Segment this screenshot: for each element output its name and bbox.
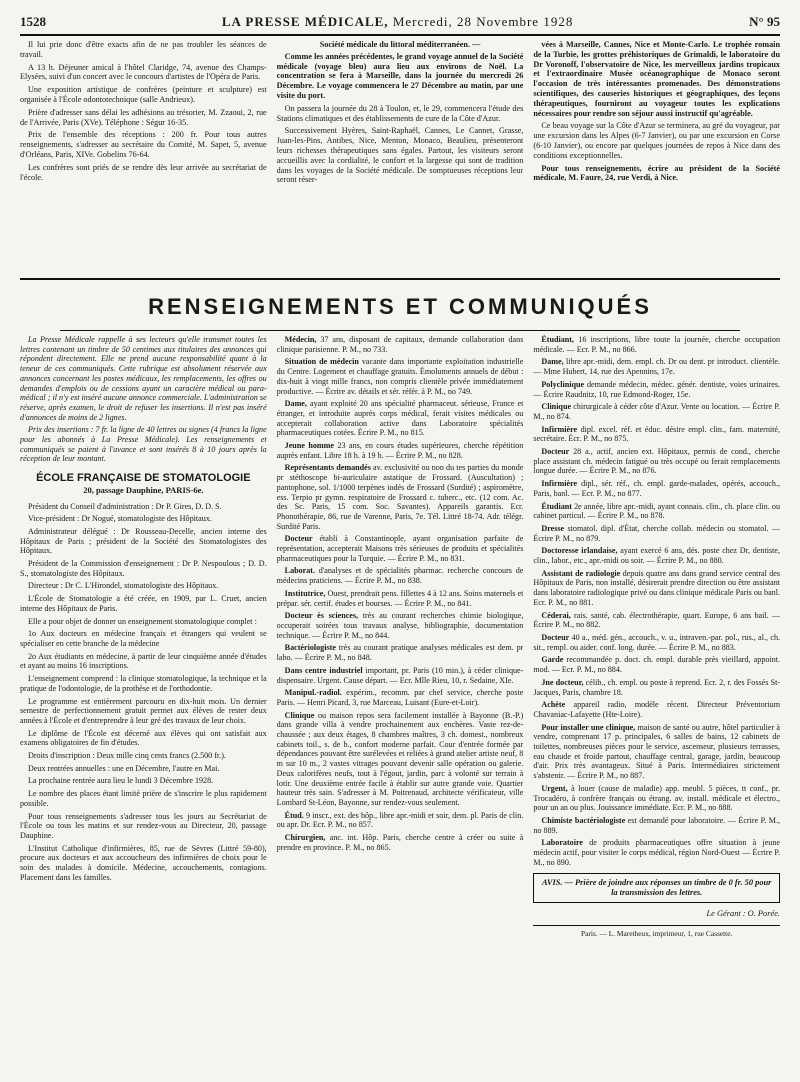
top-section xyxy=(20,36,780,280)
classifieds-section xyxy=(20,335,780,1075)
ad-text: dipl. excel. réf. et éduc. désire empl. clin., fam. maternité, secrétaire. Écr. P. M., no 875. xyxy=(533,424,781,444)
ad-text: très au courant pratique analyses médicales est dem. pr labo. — Écrire P. M., no 848. xyxy=(276,643,524,663)
classified-ad xyxy=(277,441,524,460)
top-column-3 xyxy=(533,40,780,272)
ad-text: stomatol. dipl. d'État, cherche collab. médecin ou stomatol. — Écrire P. M., no 879. xyxy=(533,523,781,543)
school-paragraph: Vice-président : Dr Nogué, stomatologiste des Hôpitaux. xyxy=(28,514,212,524)
classifieds-column-3-ads xyxy=(533,335,780,867)
ad-lead: Étudiant xyxy=(541,501,572,511)
institut-notice: L'Institut Catholique d'infirmières, 85, rue de Sèvres (Littré 59-80), procure aux docteurs et aux accoucheurs des infirmières de choix pour le soin des malades à domicile. Médecine, accouchements, contagions. Placement dans les familles. xyxy=(20,843,267,882)
school-paragraph: 1o Aux docteurs en médecine français et étrangers qui veulent se spécialiser en cette branche de la médecine xyxy=(20,629,267,648)
top-paragraph: Successivement Hyères, Saint-Raphaël, Cannes, Le Cannet, Grasse, Juan-les-Pins, Antibes, Nice, Menton, Monaco, Beaulieu, présenteront leurs richesses thérapeutiques sans égales. Partout, les visiteurs seront accueillis avec la cordialité, le confort et la largesse qui sont de tradition dans les voyages de la Société médicale. De somptueuses réceptions leur seront réser- xyxy=(276,126,524,185)
ad-lead: Étudiant, xyxy=(541,335,574,344)
ad-lead: Clinique xyxy=(541,402,572,412)
ad-text: expérim., recomm. par chef service, cherche poste Paris. — Henri Picard, 3, rue Marceau, Luisant (Eure-et-Loir). xyxy=(276,688,524,707)
ad-text: libre apr.-midi, dem. empl. ch. Dr ou dent. pr introduct. clientèle. — Mme Hubert, 14, rue des Apennins, 17e. xyxy=(533,357,780,377)
issue-date: Mercredi, 28 Novembre 1928 xyxy=(392,14,574,29)
ad-text: ou maison repos sera facilement installée à Bayonne (B.-P.) dans grande villa à vendre prochainement aux enchères. Vaste rez-de-chaussée ; aux deux étages, 8 chambres maîtres, 3 ch. domest., nombreux cabinets toil., s. de b., confort moderne parfait. Cour d'entrée formée par dépendances pouvant être surélevées et reliées à grand atelier artiste neuf, 8 m sur 10 m., 2 vastes vitrages pouvant devenir salle opération ou galerie. Deux calorifères neufs, tout à l'égout, jardin, parc à volonté sur terrain à lotir. Une deuxième entrée facile à établir sur autre grande voie. Quartier hauteur très sain. S'adresser à M. Poitrenaud, architecte vérificateur, ville Lombard St-Léon, Bayonne, sur rendez-vous seulement. xyxy=(276,710,524,807)
classifieds-column-2 xyxy=(277,335,524,1075)
classified-ad xyxy=(277,566,524,585)
section-title: RENSEIGNEMENTS ET COMMUNIQUÉS xyxy=(148,294,652,319)
classified-ad xyxy=(533,816,780,835)
school-paragraph: Le nombre des places étant limité prière de s'inscrire le plus rapidement possible. xyxy=(20,789,267,808)
ad-lead: Laborat. xyxy=(284,566,316,576)
classified-ad xyxy=(533,655,780,674)
ad-text: important, pr. Paris (10 min.), à céder clinique-dispensaire. Urgent. Cause départ. — Ecr. Mlle Rieu, 10, r. Sedaine, XIe. xyxy=(276,665,524,685)
avis-notice: AVIS. — Prière de joindre aux réponses un timbre de 0 fr. 50 pour la transmission des lettres. xyxy=(533,873,780,902)
top-paragraph: A 13 h. Déjeuner amical à l'hôtel Claridge, 74, avenue des Champs-Elysées, suivi d'un concert avec le concours d'artistes de l'Opéra de Paris. xyxy=(20,62,267,82)
ad-lead: Dans centre industriel xyxy=(284,665,363,675)
top-paragraph: Prix de l'ensemble des réceptions : 200 fr. Pour tous autres renseignements, s'adresser au secrétaire du Comité, M. Sapet, 5, avenue d'Orléans, Paris, XIVe. Gobelins 76-64. xyxy=(20,130,267,159)
ad-lead: Représentants demandés xyxy=(284,463,371,473)
ad-text: av. exclusivité ou non du tes parties du monde pr stéthoscope bi-auriculaire astatique de Frossard. (Auscultation) ; pantophone, sol. 1/1000 terpènes iodés de Frossard (Surdité) ; aspiromètre, ess. Terpio pr gymn. respiratoire de Frossard c. tuberc., etc. (12 com. Ac. des Sc. Paris, 15 com. Soc. Savantes). Appareils garantis. Ecr. Phonothérapie, 86, rue de Varenne, Paris, 7e. Tél. Littré 18-74. Adr. télégr. Surdité Paris. xyxy=(276,463,524,531)
ad-text: recommandée p. doct. ch. empl. durable près vieillard, appoint. mod. — Ecr. P. M., no 884. xyxy=(533,655,781,675)
ad-lead: Dresse xyxy=(541,523,565,533)
classified-ad xyxy=(533,678,780,697)
section-divider xyxy=(60,330,740,331)
classified-ad xyxy=(533,784,780,813)
issue-number: N° 95 xyxy=(749,14,780,29)
newspaper-page xyxy=(20,0,780,1075)
top-column-2 xyxy=(277,40,524,272)
top-paragraph: Il lui prie donc d'être exacts afin de ne pas troubler les séances de travail. xyxy=(20,40,267,59)
school-paragraphs xyxy=(20,502,267,841)
ad-lead: Laboratoire xyxy=(541,838,584,848)
top-paragraph: On passera la journée du 28 à Toulon, et, le 29, commencera l'étude des Stations climatiques et des établissements de cure de la Côte d'Azur. xyxy=(276,103,524,123)
classified-ad xyxy=(277,534,524,563)
ad-lead: Docteur xyxy=(541,632,570,642)
top-column-1 xyxy=(20,40,267,272)
classified-ad xyxy=(533,546,780,565)
ad-lead: Jne docteur, xyxy=(541,677,584,687)
classified-ad xyxy=(533,569,780,608)
classified-ad xyxy=(277,611,524,640)
school-paragraph: L'enseignement comprend : la clinique stomatologique, la technique et la pratique de l'odontologie, de la prothèse et de l'orthodontie. xyxy=(20,674,267,693)
classified-ad xyxy=(533,723,780,781)
classified-ad xyxy=(277,833,524,852)
classified-ad xyxy=(277,711,524,808)
journal-title xyxy=(222,14,574,30)
school-paragraph: Pour tous renseignements s'adresser tous les jours au Secrétariat de l'École ou tous les matins et sur rendez-vous au Directeur, 20, passage Dauphine. xyxy=(20,811,267,840)
school-paragraph: Président de la Commission d'enseignement : Dr P. Nespoulous ; D. D. S., stomatologiste des Hôpitaux. xyxy=(20,559,267,578)
gerant-signature: Le Gérant : O. Porée. xyxy=(706,908,781,918)
classifieds-column-1 xyxy=(20,335,267,1075)
printer-line: Paris. — L. Maretheux, imprimeur, 1, rue Cassette. xyxy=(533,925,780,939)
ad-lead: Polyclinique xyxy=(541,379,585,389)
ad-text: 16 inscriptions, libre toute la journée, cherche occupation médicale. — Ecr. P. M., no 866. xyxy=(533,335,781,354)
classified-ad xyxy=(533,335,780,354)
ad-text: 2e année, libre apr.-midi, ayant connais. clin., ch. place clin. ou cabinet particul. — Écrire P. M., no 878. xyxy=(533,501,781,521)
ad-lead: Dame, xyxy=(541,357,564,367)
classified-ad xyxy=(533,402,780,421)
classified-ad xyxy=(277,688,524,707)
school-paragraph: L'École de Stomatologie a été créée, en 1909, par L. Cruet, ancien interne des Hôpitaux de Paris. xyxy=(20,594,267,613)
ad-text: depuis quatre ans dans grand service central des Hôpitaux de Paris, non installé, désirerait prendre direction ou être assistant dans laboratoire radiologique privé ou dans clinique médicale Paris ou banl. Ecr. P. M., no 881. xyxy=(533,568,781,607)
ad-lead: Clinique xyxy=(284,710,315,720)
ad-text: d'analyses et de spécialités pharmac. recherche concours de médecins praticiens. — Écrire P. M., no 838. xyxy=(276,566,524,586)
classified-ad xyxy=(277,666,524,685)
ad-lead: Dame, xyxy=(284,399,307,409)
ad-lead: Doctoresse irlandaise, xyxy=(541,546,618,556)
ad-text: 9 inscr., ext. des hôp., libre apr.-midi et soir, dem. pl. Paris de clin. ou apr. Dr. Ecr. P. M., no 857. xyxy=(276,810,524,830)
classified-ad xyxy=(533,447,780,476)
top-paragraph: Une exposition artistique de confrères (peinture et sculpture) est organisée à l'École odontotechnique (salle Andrieux). xyxy=(20,85,267,104)
ad-lead: Pour installer une clinique, xyxy=(541,722,636,732)
ad-text: vacante dans importante exploitation industrielle du Centre. Logement et chauffage gratuits. Émoluments annuels de début : dix-huit à vingt mille francs, non compris clientèle privée immédiatement productive. — Écrire av. détails et sér. référ. à P. M., no 749. xyxy=(276,357,524,396)
ad-text: ayant exercé 6 ans, dés. poste chez Dr, dentiste, clin., labor., etc., apr.-midi ou soir. — Écrire P. M., no 880. xyxy=(533,546,780,566)
ad-lead: Institutrice, xyxy=(284,588,326,598)
ad-text: célib., ch. empl. ou poste à reprend. Ecr. 2, r. des Fossés St-Jacques, Paris, chambre 18. xyxy=(533,677,781,697)
ad-text: anc. int. Hôp. Paris, cherche centre à créer ou suite à prendre en province. P. M., no 865. xyxy=(276,833,524,852)
ad-text: très au courant recherches chimie biologique, occuperait soirées tous travaux analyse, bibliographie, documentation technique. — Écrire P. M., no 844. xyxy=(276,611,524,640)
top-paragraph: Ce beau voyage sur la Côte d'Azur se terminera, au gré du voyageur, par une excursion dans les Alpes (6-7 Janvier), ou par une excursion en Corse (6-10 Janvier), ou encore par quelques journées de repos à Nice dans des conditions exceptionnelles. xyxy=(533,121,780,160)
classified-ad xyxy=(533,633,780,652)
school-paragraph: Le programme est entièrement parcouru en dix-huit mois. Un dernier semestre de perfectionnement gratuit permet aux élèves de rester deux années à l'École et d'entreprendre à leur gré des travaux de leur choix. xyxy=(20,696,267,725)
school-paragraph: Directeur : Dr C. L'Hirondel, stomatologiste des Hôpitaux. xyxy=(28,581,219,591)
school-paragraph: Droits d'inscription : Deux mille cinq cents francs (2.500 fr.). xyxy=(28,751,226,761)
ad-lead: Jeune homme xyxy=(284,441,334,451)
ad-lead: Garde xyxy=(541,655,564,665)
ad-lead: Infirmière xyxy=(541,424,578,434)
ad-lead: Achète xyxy=(541,700,566,710)
page-header xyxy=(20,14,780,36)
ad-text: 40 a., méd. gén., accouch., v. u., intraven.-par. pol., rus., al., ch. sit., rempl. ou aider. conf. long. durée. — Écrire P. M., no 883. xyxy=(533,632,781,652)
ad-text: dipl., sér. réf., ch. empl. garde-malades, opérés, accouch., Paris, banl. — Ecr. P. M., no 877. xyxy=(533,479,780,498)
classified-ad xyxy=(533,357,780,376)
school-title: ÉCOLE FRANÇAISE DE STOMATOLOGIE xyxy=(36,472,251,485)
classified-ad xyxy=(533,502,780,521)
ad-text: 28 a., actif, ancien ext. Hôpitaux, permis de cond., cherche place assistant ch. médecin fatigué ou très occupé ou ferait remplacements longue durée. — Écrire P. M., no 876. xyxy=(533,447,781,476)
classified-ad xyxy=(533,479,780,498)
ad-lead: Étud. xyxy=(284,810,304,820)
ad-text: à louer (cause de maladie) app. meubl. 5 pièces, tt conf., pr. Trocadéro, à confrère français ou étrang. av. install. médicale et électro., pour un an ou plus. Jouissance immédiate. Ecr. P. M., no 888. xyxy=(533,783,781,813)
intro-paragraph: Prix des insertions : 7 fr. la ligne de 40 lettres ou signes (4 francs la ligne pour les abonnés à La Presse Médicale). Les renseignements et communiqués se paient à l'avance et sont insérés 8 à 10 jours après la réception de leur montant. xyxy=(20,425,267,464)
school-paragraph: 2o Aux étudiants en médecine, à partir de leur cinquième année d'études et ayant au moins 16 inscriptions. xyxy=(20,651,267,671)
top-paragraph: vées à Marseille, Cannes, Nice et Monte-Carlo. Le trophée romain de la Turbie, les grottes préhistoriques de Grimaldi, le laboratoire du Dr Voronoff, l'observatoire de Nice, les merveilleux jardins tropicaux et l'extraordinaire Musée océanographique de Monaco seront l'occasion de très intéressantes promenades. Des démonstrations scientifiques, des causeries historiques et géographiques, des leçons thérapeutiques, fourniront au voyageur toutes les explications nécessaires pour rendre son séjour aussi instructif qu'agréable. xyxy=(533,40,780,118)
ad-text: ayant exploité 20 ans spécialité pharmaceut. sérieuse, France et étranger, et introduite auprès corps médical, ferait visites médicales ou accepterait collaboration active dans Laboratoire spécialités pharmaceutiques cotées. Écrire P. M., no 815. xyxy=(276,399,524,438)
top-paragraph: Comme les années précédentes, le grand voyage annuel de la Société médicale (voyage bleu) aura lieu aux environs de Noël. La concentration se fera à Marseille, dans la journée du mercredi 26 Décembre. Le voyage commencera le 27 Décembre au matin, par une visite du port. xyxy=(276,51,524,100)
top-paragraph: Les confrères sont priés de se rendre dès leur arrivée au secrétariat de l'école. xyxy=(20,162,267,182)
ad-lead: Urgent, xyxy=(541,783,568,793)
ad-lead: Chimiste bactériologiste xyxy=(541,815,626,825)
journal-name: LA PRESSE MÉDICALE, xyxy=(221,14,389,29)
school-paragraph: Président du Conseil d'administration : Dr P. Gires, D. D. S. xyxy=(28,501,222,511)
classified-ad xyxy=(277,335,524,354)
school-paragraph: Deux rentrées annuelles : une en Décembre, l'autre en Mai. xyxy=(28,763,220,773)
ad-text: demande médecin, médec. génér. dentiste, voies urinaires. — Écrire Raudnitz, 10, rue Edmond-Roger, 15e. xyxy=(533,379,781,399)
top-paragraph: Prière d'adresser sans délai les adhésions au trésorier, M. Zzaoui, 2, rue de l'Arrivée, Paris (XVe). Téléphone : Ségur 16-35. xyxy=(20,107,267,127)
intro-paragraph: La Presse Médicale rappelle à ses lecteurs qu'elle transmet toutes les lettres contenant un timbre de 50 centimes aux titulaires des annonces qui répondent directement. Elle ne prend aucune responsabilité quant à la teneur de ces communiqués. Cette rubrique est absolument réservée aux annonces concernant les postes médicaux, les remplacements, les offres ou demandes d'emplois ou de cessions ayant un caractère médical ou para-médical ; il n'y est inséré aucune annonce commerciale. L'administration se réserve, après examen, le droit de refuser les insertions. Il n'est pas inséré d'annonces de moins de 2 lignes. xyxy=(20,335,267,422)
classified-ad xyxy=(533,611,780,630)
ad-lead: Docteur xyxy=(284,534,313,544)
classified-ad xyxy=(277,357,524,396)
classified-ad xyxy=(277,589,524,608)
classified-ad xyxy=(533,838,780,867)
ad-text: chirurgicale à céder côte d'Azur. Vente ou location. — Écrire P. M., no 874. xyxy=(533,402,781,421)
ad-lead: Infirmière xyxy=(541,479,578,489)
classified-ad xyxy=(277,643,524,662)
ad-text: établi à Constantinople, ayant organisation parfaite de représentation, accepterait Maisons très sérieuses de produits et spécialités pharmaceutiques pour la Turquie. — Écrire P. M., no 831. xyxy=(276,534,524,563)
classified-ad xyxy=(533,524,780,543)
ad-lead: Chirurgien, xyxy=(284,833,326,843)
classified-ad xyxy=(277,399,524,438)
classified-ad xyxy=(277,811,524,830)
ad-lead: Docteur ès sciences, xyxy=(284,611,359,621)
ad-lead: Céderai, xyxy=(541,610,571,620)
ad-text: maison de santé ou autre, hôtel particulier à vendre, comprenant 17 p. principales, 6 salles de bains, 12 cabinets de toilettes, nombreuses pièces pour le service, ascenseur, plusieurs terrasses, eau chaude et froide partout, chauffage central, garage, jardin, beaucoup d'air. Prix très avantageux. Situé à Paris. Intermédiaires strictement s'abstenir. — Écrire P. M., no 887. xyxy=(533,722,781,781)
ad-lead: Manipul.-radiol. xyxy=(284,688,342,698)
ad-lead: Médecin, xyxy=(284,335,317,344)
top-paragraph: Pour tous renseignements, écrire au président de la Société médicale, M. Faure, 24, rue Verdi, à Nice. xyxy=(533,163,780,183)
ad-text: Ouest, prendrait pens. fillettes 4 à 12 ans. Soins maternels et prépar. sér. certif. études et bourses. — Écrire P. M., no 841. xyxy=(276,588,524,608)
ad-lead: Assistant de radiologie xyxy=(541,568,621,578)
school-paragraph: Elle a pour objet de donner un enseignement stomatologique complet : xyxy=(28,616,257,626)
page-number: 1528 xyxy=(20,14,46,29)
classified-ad xyxy=(533,380,780,399)
ad-lead: Bactériologiste xyxy=(284,643,336,653)
ad-text: appareil radio, modèle récent. Directeur Préventorium Chavaniac-Lafayette (Hte-Loire). xyxy=(533,700,780,719)
ad-lead: Docteur xyxy=(541,447,570,457)
classified-ad xyxy=(533,425,780,444)
school-address: 20, passage Dauphine, PARIS-6e. xyxy=(83,484,204,495)
ad-text: de produits pharmaceutiques offre situation à jeune médecin actif, pour visiter le corps médical, région Nord-Ouest — Écrire P. M., no 890. xyxy=(533,838,781,867)
classified-ad xyxy=(533,700,780,719)
ad-text: 37 ans, disposant de capitaux, demande collaboration dans clinique parisienne. P. M., no 733. xyxy=(276,335,524,354)
classifieds-column-3 xyxy=(533,335,780,1075)
society-heading: Société médicale du littoral méditerranéen. — xyxy=(319,40,481,49)
school-paragraph: La prochaine rentrée aura lieu le lundi 3 Décembre 1928. xyxy=(28,776,214,786)
ad-text: 23 ans, en cours études supérieures, cherche répétition auprès enfant. Libre 18 h. à 19 h. — Écrire P. M., no 828. xyxy=(276,441,524,460)
ad-lead: Situation de médecin xyxy=(284,357,359,367)
school-paragraph: Administrateur délégué : Dr Rousseau-Decelle, ancien interne des Hôpitaux de Paris ; président de la Société des Stomatologistes des Hôpitaux. xyxy=(20,526,267,556)
school-paragraph: Le diplôme de l'École est décerné aux élèves qui ont satisfait aux examens obligatoires de fin d'études. xyxy=(20,728,267,748)
ad-text: est demandé pour laboratoire. — Écrire P. M., no 889. xyxy=(533,815,781,835)
ad-text: rais. santé, cab. électrothérapie, quart. Europe, 6 ans bail. — Écrire P. M., no 882. xyxy=(533,610,781,630)
classified-ad xyxy=(277,463,524,531)
